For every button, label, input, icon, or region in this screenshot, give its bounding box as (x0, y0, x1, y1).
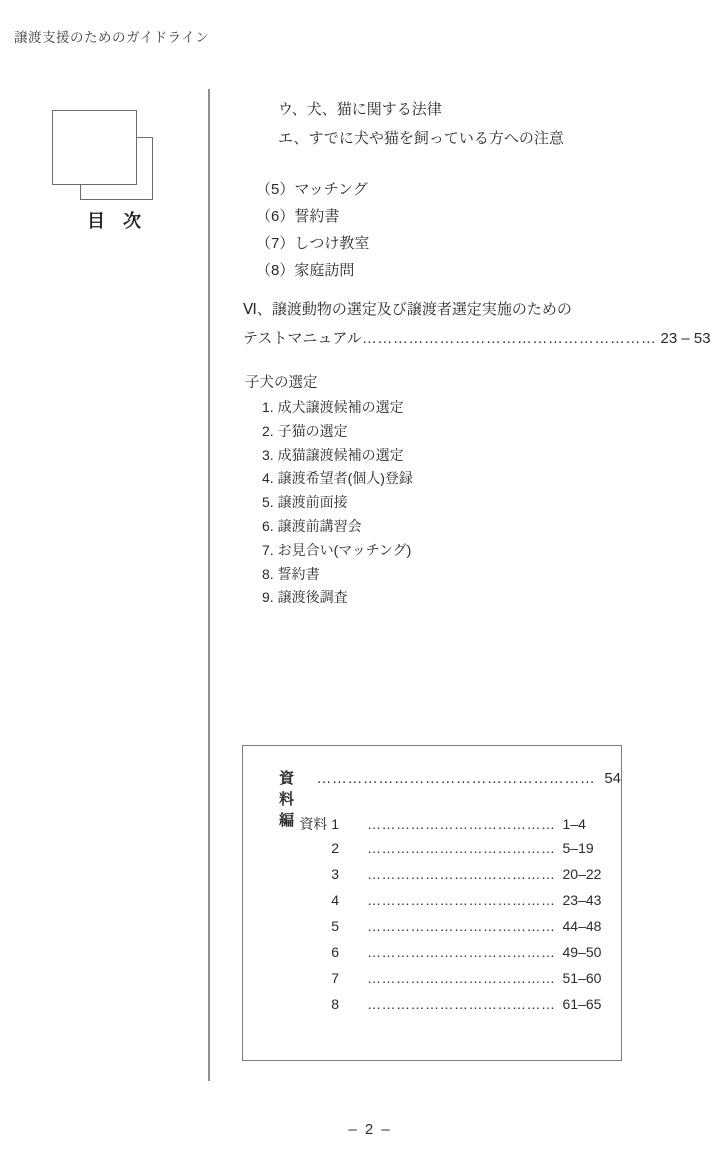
document-title-header: 譲渡支援のためのガイドライン (14, 30, 210, 45)
appendix-row-label: 7 (331, 970, 339, 986)
appendix-row-label: 6 (331, 944, 339, 960)
appendix-row (243, 918, 621, 944)
toc-entry: （5）マッチング (256, 181, 368, 198)
law-items-list (278, 96, 564, 153)
page-range: 23–43 (562, 892, 602, 908)
page-number-footer: – 2 – (348, 1121, 392, 1138)
dot-leader: ………………………………… (367, 840, 556, 856)
selection-items-list (262, 396, 413, 610)
toc-entry: 1. 成犬譲渡候補の選定 (262, 399, 404, 415)
toc-entry: 3. 成猫譲渡候補の選定 (262, 446, 404, 463)
appendix-row-label: 3 (331, 866, 339, 882)
toc-entry: （8）家庭訪問 (256, 262, 355, 279)
dot-leader: ……………………………………………… (316, 770, 596, 787)
appendix-row (243, 970, 621, 996)
toc-entry: 7. お見合い(マッチング) (262, 541, 412, 558)
page-number: 54 (604, 770, 621, 787)
appendix-row (243, 866, 621, 892)
page-range: 5–19 (562, 840, 594, 856)
page-range: 44–48 (562, 918, 602, 934)
appendix-row (243, 814, 621, 840)
section-vi (243, 296, 711, 353)
appendix-row-label: 8 (331, 996, 339, 1012)
section-vi-title-line1: Ⅵ、譲渡動物の選定及び譲渡者選定実施のための (243, 301, 572, 318)
toc-entry: 9. 譲渡後調査 (262, 589, 348, 606)
toc-entry: エ、すでに犬や猫を飼っている方への注意 (278, 129, 564, 147)
appendix-row (243, 840, 621, 866)
page-range: 61–65 (562, 996, 602, 1012)
selection-section (245, 370, 413, 610)
toc-entry: 5. 譲渡前面接 (262, 494, 348, 511)
dot-leader: ………………………………… (367, 944, 556, 960)
appendix-row-label: 資料 1 (299, 816, 339, 832)
dot-leader: ………………………………… (367, 996, 556, 1012)
selection-heading: 子犬の選定 (245, 375, 318, 391)
toc-emblem-front-square (52, 110, 137, 185)
dot-leader: ………………………………… (367, 866, 556, 882)
dot-leader: ………………………………… (367, 892, 556, 908)
toc-entry: ウ、犬、猫に関する法律 (278, 101, 442, 118)
dot-leader: ………………………………… (367, 918, 556, 934)
dot-leader: ………………………………………………… (361, 329, 657, 347)
appendix-row (243, 944, 621, 970)
page-range: 51–60 (562, 970, 602, 986)
section-vi-label: テストマニュアル (243, 329, 362, 347)
toc-entry: 2. 子猫の選定 (262, 422, 348, 439)
appendix-rows (243, 814, 621, 1022)
page-range: 49–50 (562, 944, 602, 960)
page-range: 23 – 53 (660, 329, 711, 347)
dot-leader: ………………………………… (367, 816, 556, 832)
appendix-row-label: 5 (331, 918, 339, 934)
page-range: 20–22 (562, 866, 602, 882)
toc-entry: 6. 譲渡前講習会 (262, 517, 362, 534)
vertical-divider (208, 89, 210, 1081)
section-vi-title-line2 (243, 325, 711, 354)
toc-entry: （6）誓約書 (256, 208, 340, 225)
appendix-row-label: 2 (331, 840, 339, 856)
toc-title: 目 次 (87, 211, 141, 231)
toc-entry: 4. 譲渡希望者(個人)登録 (262, 470, 413, 487)
appendix-box (242, 745, 622, 1061)
appendix-row (243, 996, 621, 1022)
appendix-row-label: 4 (331, 892, 339, 908)
toc-entry: 8. 誓約書 (262, 565, 320, 582)
toc-entry: （7）しつけ教室 (256, 235, 370, 252)
appendix-header-label: 資料編 (279, 770, 295, 829)
dot-leader: ………………………………… (367, 970, 556, 986)
page-range: 1–4 (562, 816, 586, 832)
numbered-paren-list (256, 176, 369, 284)
appendix-row (243, 892, 621, 918)
